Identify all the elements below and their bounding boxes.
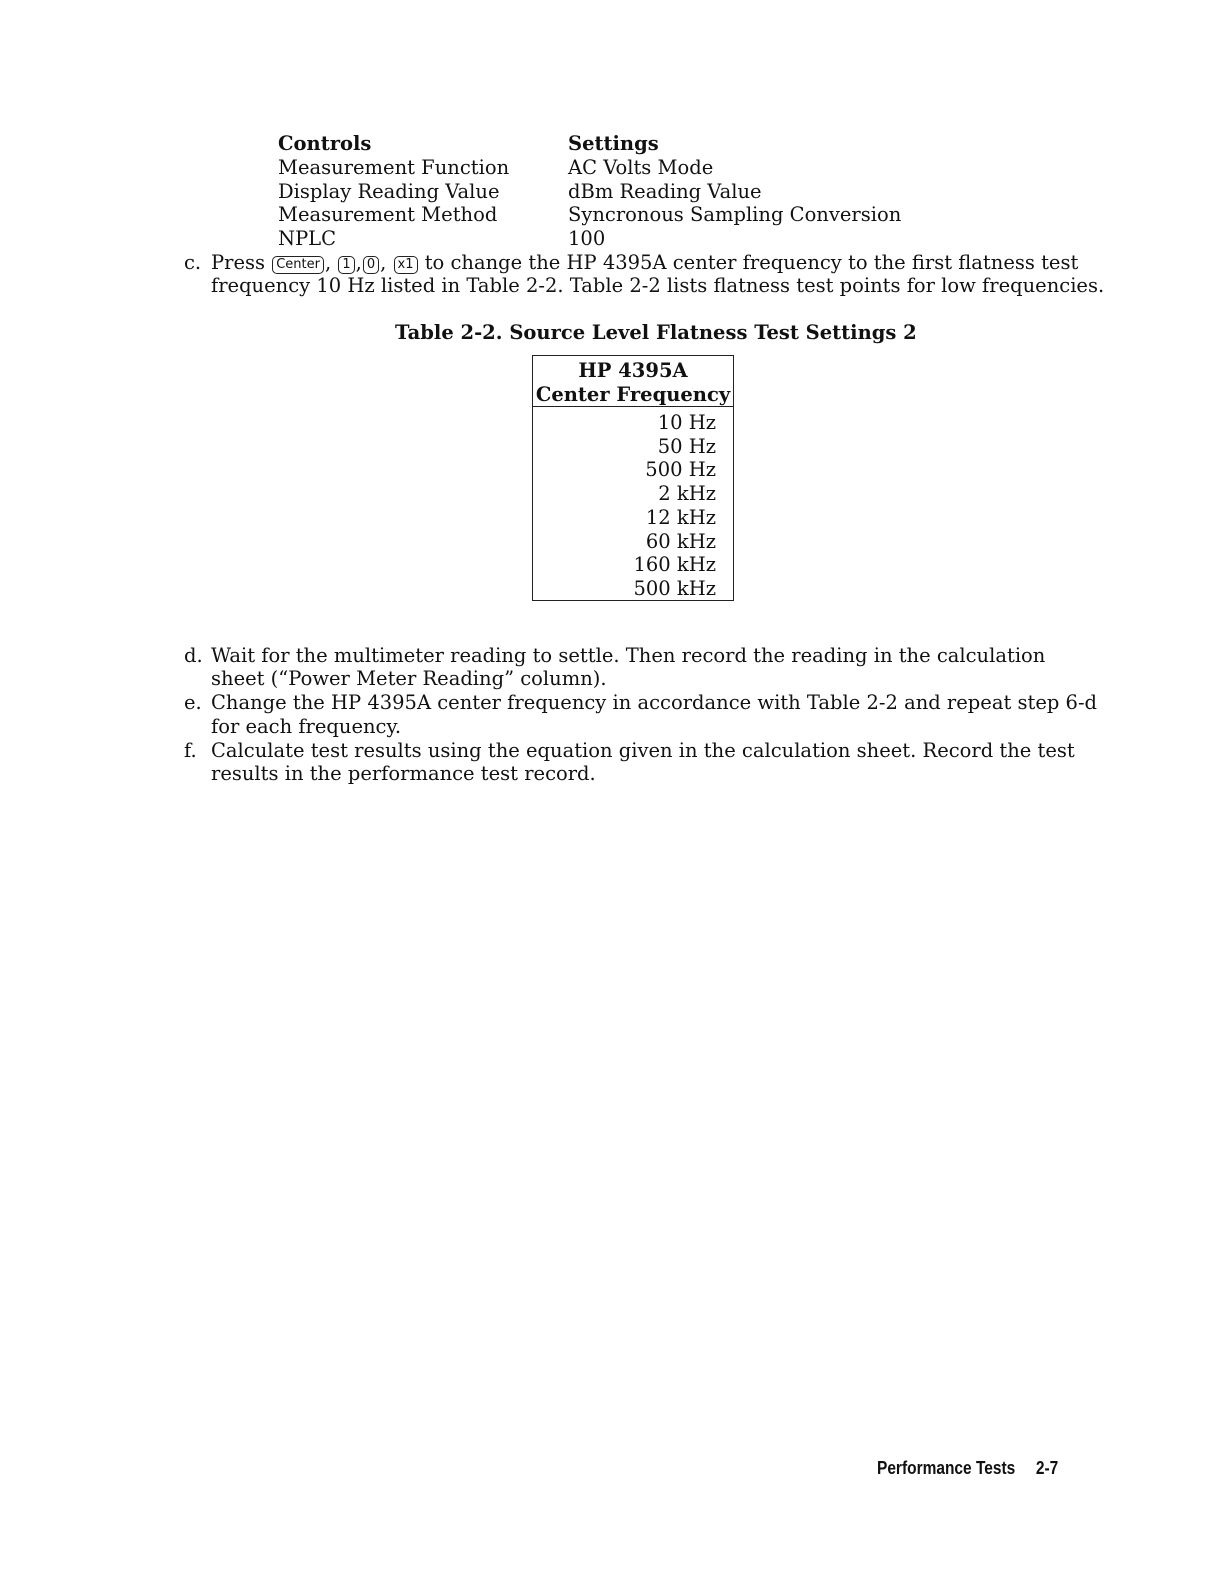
control-label: Measurement Function bbox=[278, 156, 510, 179]
frequency-table bbox=[532, 355, 734, 601]
separator: , bbox=[380, 251, 387, 274]
center-key: Center bbox=[272, 256, 324, 274]
setting-value: dBm Reading Value bbox=[568, 180, 762, 203]
step-c-text: to change the HP 4395A center frequency to the first flatness test bbox=[424, 251, 1079, 274]
table-cell: 50 Hz bbox=[657, 434, 716, 458]
digit-0-key: 0 bbox=[363, 256, 379, 274]
control-label: NPLC bbox=[278, 227, 337, 250]
step-letter: c. bbox=[184, 251, 202, 274]
step-c-line1 bbox=[211, 251, 1078, 274]
table-cell: 10 Hz bbox=[657, 411, 716, 434]
table-header bbox=[533, 356, 733, 407]
setting-value: AC Volts Mode bbox=[568, 156, 714, 179]
step-line: results in the performance test record. bbox=[211, 762, 596, 785]
table-header-line2: Center Frequency bbox=[535, 383, 731, 406]
table-cell: 500 Hz bbox=[645, 458, 716, 482]
step-letter: f. bbox=[184, 739, 197, 762]
step-letter: e. bbox=[184, 691, 202, 714]
step-line: Change the HP 4395A center frequency in accordance with Table 2-2 and repeat step 6-d bbox=[211, 691, 1098, 714]
separator: , bbox=[355, 251, 362, 274]
table-cell: 160 kHz bbox=[633, 553, 716, 577]
table-cell: 12 kHz bbox=[645, 505, 716, 529]
step-c-line2: frequency 10 Hz listed in Table 2-2. Table 2-2 lists flatness test points for low frequencies. bbox=[211, 274, 1105, 297]
step-line: sheet (“Power Meter Reading” column). bbox=[211, 667, 607, 690]
footer-section: Performance Tests bbox=[877, 1458, 1016, 1478]
table-header-line1: HP 4395A bbox=[578, 359, 688, 382]
table-cell: 2 kHz bbox=[658, 482, 716, 506]
digit-1-key: 1 bbox=[338, 256, 354, 274]
step-letter: d. bbox=[184, 644, 203, 667]
step-line: Calculate test results using the equation given in the calculation sheet. Record the test bbox=[211, 739, 1075, 762]
table-caption: Table 2-2. Source Level Flatness Test Settings 2 bbox=[395, 321, 917, 344]
separator: , bbox=[324, 251, 332, 274]
table-body bbox=[533, 411, 716, 601]
settings-header: Settings bbox=[568, 132, 659, 155]
control-label: Display Reading Value bbox=[278, 180, 500, 203]
setting-value: 100 bbox=[568, 227, 606, 250]
setting-value: Syncronous Sampling Conversion bbox=[568, 203, 902, 226]
table-cell: 60 kHz bbox=[645, 529, 716, 553]
step-line: for each frequency. bbox=[211, 715, 402, 738]
page-footer bbox=[877, 1458, 1058, 1479]
x1-key: x1 bbox=[394, 256, 418, 274]
footer-page-number: 2-7 bbox=[1035, 1458, 1059, 1478]
step-line: Wait for the multimeter reading to settle. Then record the reading in the calculation bbox=[211, 644, 1046, 667]
table-cell: 500 kHz bbox=[633, 576, 716, 600]
controls-header: Controls bbox=[278, 132, 372, 155]
press-text: Press bbox=[211, 251, 265, 274]
control-label: Measurement Method bbox=[278, 203, 498, 226]
